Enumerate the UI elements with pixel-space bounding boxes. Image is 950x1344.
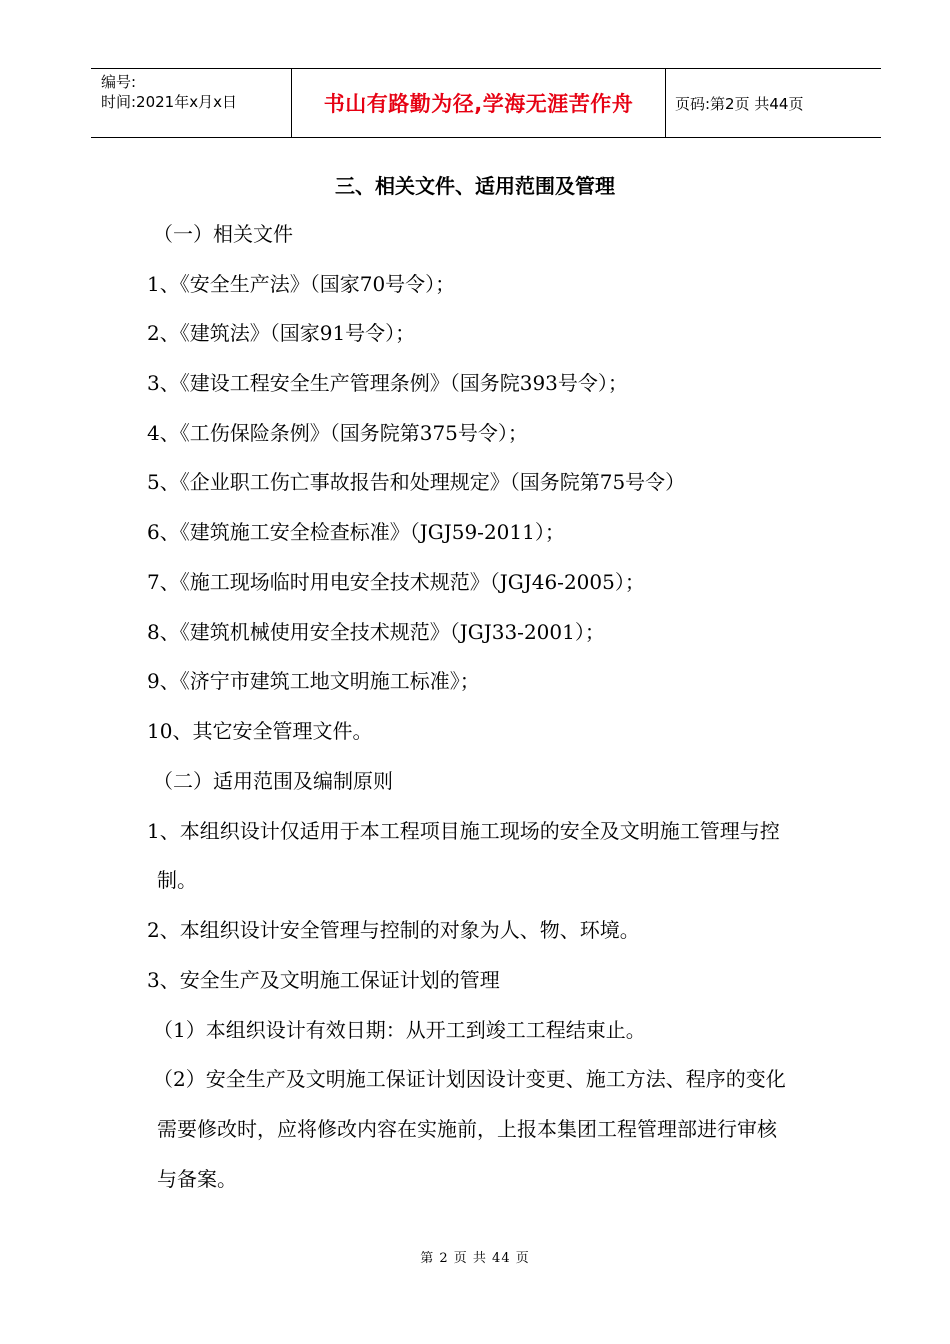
page-footer: 第 2 页 共 44 页 <box>420 1251 530 1266</box>
list-item: 1、《安全生产法》（国家70号令）； <box>147 272 456 296</box>
list-item: 6、《建筑施工安全检查标准》（JGJ59-2011）； <box>147 520 565 544</box>
paragraph-line: 与备案。 <box>157 1167 237 1191</box>
motto-text: 书山有路勤为径,学海无涯苦作舟 <box>323 92 634 116</box>
subsection-heading: （一）相关文件 <box>153 222 293 246</box>
time-label: 时间:2021年x月x日 <box>101 93 237 111</box>
list-item: 3、《建设工程安全生产管理条例》（国务院393号令）； <box>147 371 628 395</box>
list-item: 2、《建筑法》（国家91号令）； <box>147 321 416 345</box>
paragraph-line: 1、本组织设计仅适用于本工程项目施工现场的安全及文明施工管理与控 <box>147 819 780 843</box>
paragraph-line: （2）安全生产及文明施工保证计划因设计变更、施工方法、程序的变化 <box>153 1067 786 1091</box>
paragraph-line: 制。 <box>157 868 197 892</box>
paragraph-line: 需要修改时，应将修改内容在实施前，上报本集团工程管理部进行审核 <box>157 1117 777 1141</box>
paragraph-line: 3、安全生产及文明施工保证计划的管理 <box>147 968 500 992</box>
header-page-cell <box>666 69 881 137</box>
list-item: 8、《建筑机械使用安全技术规范》（JGJ33-2001）； <box>147 620 605 644</box>
list-item: 10、其它安全管理文件。 <box>147 719 373 743</box>
list-item: 4、《工伤保险条例》（国务院第375号令）； <box>147 421 528 445</box>
list-item: 7、《施工现场临时用电安全技术规范》（JGJ46-2005）； <box>147 570 645 594</box>
page-info: 页码:第2页 共44页 <box>675 94 804 113</box>
header-meta-cell <box>91 69 292 137</box>
number-label: 编号: <box>101 73 137 91</box>
paragraph-line: （1）本组织设计有效日期：从开工到竣工工程结束止。 <box>153 1018 646 1042</box>
subsection-heading: （二）适用范围及编制原则 <box>153 769 393 793</box>
list-item: 5、《企业职工伤亡事故报告和处理规定》（国务院第75号令） <box>147 470 686 494</box>
section-title: 三、相关文件、适用范围及管理 <box>335 174 615 198</box>
page-header <box>91 68 881 138</box>
list-item: 9、《济宁市建筑工地文明施工标准》； <box>147 669 480 693</box>
paragraph-line: 2、本组织设计安全管理与控制的对象为人、物、环境。 <box>147 918 640 942</box>
header-motto-cell <box>292 69 666 137</box>
